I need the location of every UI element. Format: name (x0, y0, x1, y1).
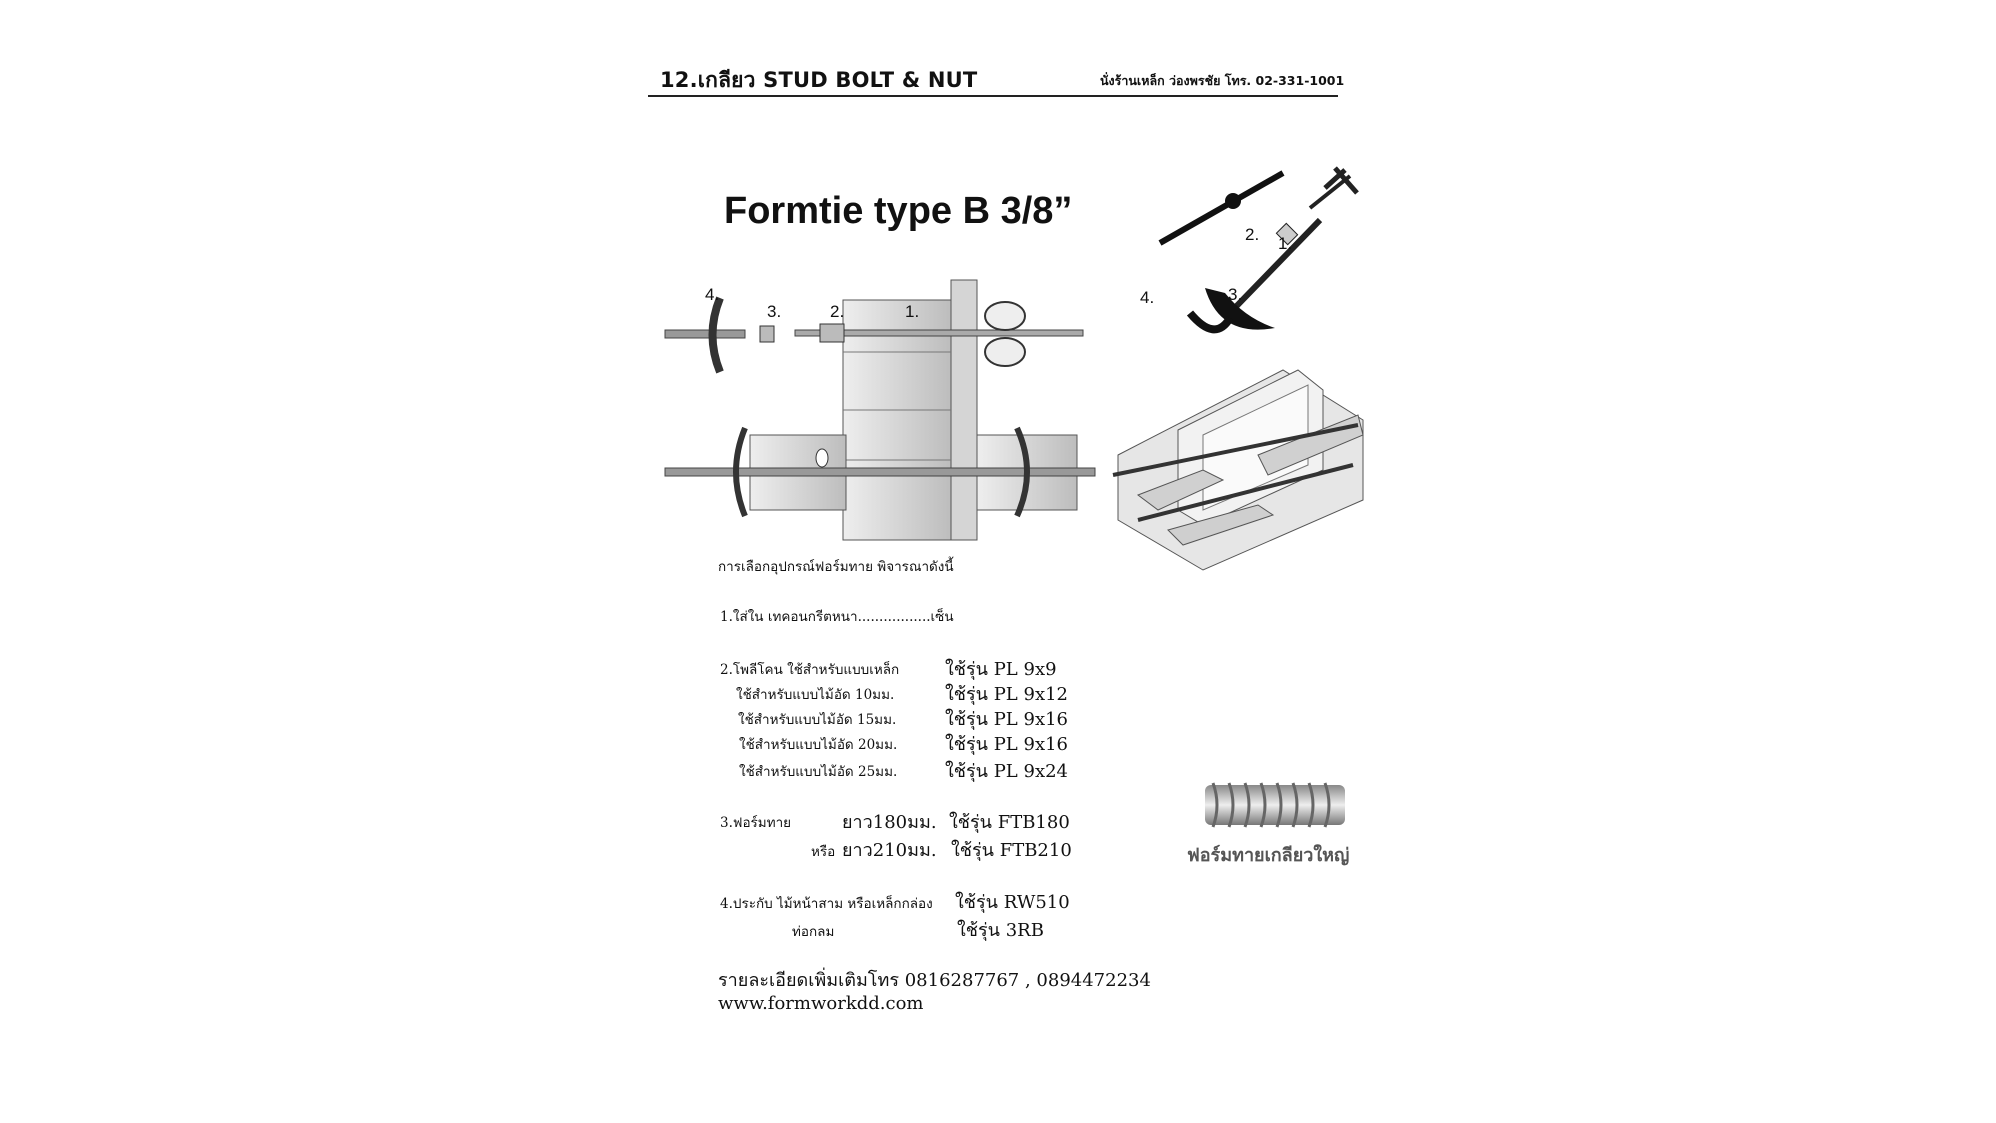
label-1: 1. (905, 302, 920, 321)
label-3: 3. (767, 302, 782, 321)
item1-text: 1.ใส่ใน เทคอนกรีตหนา.................เซ็น (720, 609, 954, 625)
formtie-section-diagram (665, 280, 1095, 540)
exploded-label-3: 3. (1228, 285, 1243, 304)
item2-line2-left: ใช้สำหรับแบบไม้อัด 10มม. (736, 687, 895, 703)
item3-line1-a: 3.ฟอร์มทาย (720, 815, 792, 831)
item2-line5-left: ใช้สำหรับแบบไม้อัด 25มม. (739, 764, 898, 780)
contact-phone: รายละเอียดเพิ่มเติมโทร 0816287767 , 0894472234 (718, 970, 1151, 991)
item4-line2-right: ใช้รุ่น 3RB (957, 920, 1044, 941)
item2-line1-right: ใช้รุ่น PL 9x9 (945, 659, 1057, 680)
item3-line2-b: ยาว210มม. (842, 840, 937, 861)
item3-line1-c: ใช้รุ่น FTB180 (949, 812, 1070, 833)
item2-line5-right: ใช้รุ่น PL 9x24 (945, 761, 1068, 782)
header-title: 12.เกลียว STUD BOLT & NUT (660, 68, 978, 92)
page-title: Formtie type B 3/8” (724, 190, 1073, 232)
item3-line2-a: หรือ (811, 844, 836, 860)
formtie-parts-exploded (1145, 168, 1370, 358)
item4-line1-left: 4.ประกับ ไม้หน้าสาม หรือเหล็กกล่อง (720, 896, 933, 912)
header-contact: นั่งร้านเหล็ก ว่องพรชัย โทร. 02-331-1001 (1100, 73, 1345, 88)
threaded-rod-photo (1205, 777, 1345, 832)
item3-line1-b: ยาว180มม. (842, 812, 937, 833)
item2-line4-left: ใช้สำหรับแบบไม้อัด 20มม. (739, 737, 898, 753)
threaded-rod-caption: ฟอร์มทายเกลียวใหญ่ (1187, 845, 1350, 866)
item2-line3-right: ใช้รุ่น PL 9x16 (945, 709, 1068, 730)
header-divider (648, 95, 1338, 97)
intro-text: การเลือกอุปกรณ์ฟอร์มทาย พิจารณาดังนี้ (718, 559, 954, 575)
website-text: www.formworkdd.com (718, 993, 924, 1014)
formwork-assembly-3d (1108, 360, 1368, 575)
exploded-label-4: 4. (1140, 288, 1155, 307)
exploded-label-2: 2. (1245, 225, 1260, 244)
item2-line3-left: ใช้สำหรับแบบไม้อัด 15มม. (738, 712, 897, 728)
label-4: 4. (705, 285, 720, 304)
item2-line2-right: ใช้รุ่น PL 9x12 (945, 684, 1068, 705)
item2-line1-left: 2.โพลีโคน ใช้สำหรับแบบเหล็ก (720, 662, 900, 678)
exploded-label-1: 1. (1278, 234, 1293, 253)
item2-line4-right: ใช้รุ่น PL 9x16 (945, 734, 1068, 755)
item3-line2-c: ใช้รุ่น FTB210 (951, 840, 1072, 861)
item4-line2-left: ท่อกลม (792, 924, 835, 940)
label-2: 2. (830, 302, 845, 321)
item4-line1-right: ใช้รุ่น RW510 (955, 892, 1070, 913)
